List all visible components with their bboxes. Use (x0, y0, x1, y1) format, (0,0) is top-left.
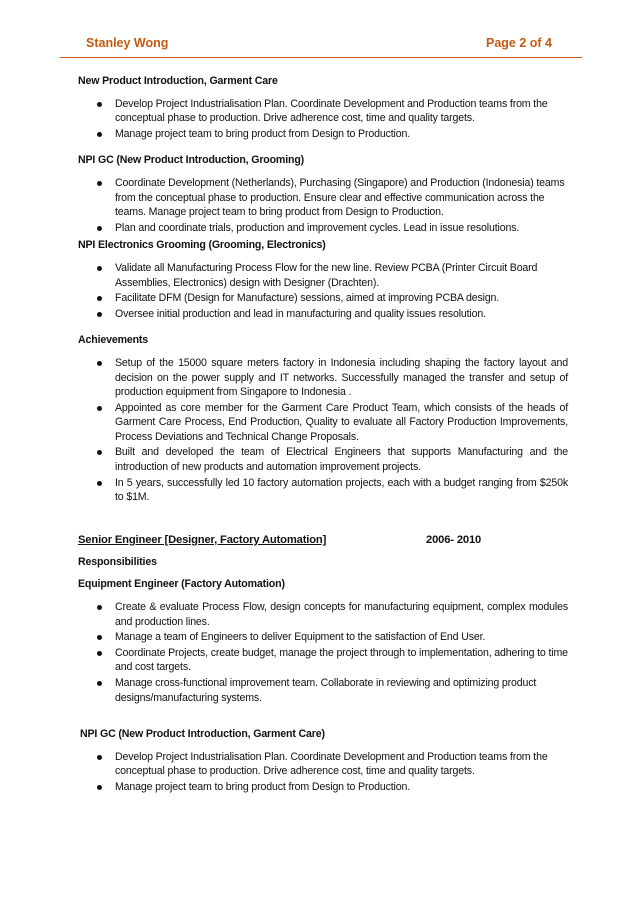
resume-content (78, 74, 568, 796)
header-page-number: Page 2 of 4 (486, 36, 552, 50)
list-item: Built and developed the team of Electrical Engineers that supports Manufacturing and the introduction of new products and automation improvement projects. (78, 445, 568, 474)
list-item: Oversee initial production and lead in manufacturing and quality issues resolution. (78, 307, 568, 322)
npi-garment-care-list (78, 97, 568, 142)
npi-grooming-list (78, 176, 568, 235)
section-heading-achievements: Achievements (78, 334, 149, 347)
section-heading-npi-garment-care-2: NPI GC (New Product Introduction, Garment Care) (80, 728, 325, 741)
section-heading-npi-garment-care: New Product Introduction, Garment Care (78, 75, 278, 87)
section-heading-equipment-engineer: Equipment Engineer (Factory Automation) (78, 578, 285, 591)
npi-electronics-list (78, 261, 568, 321)
list-item: Appointed as core member for the Garment Care Product Team, which consists of the heads of Garment Care Process, End Production, Quality to evaluate all Factory Production Improvements, Process Deviations and Technical Change Proposals. (78, 401, 568, 445)
list-item: Plan and coordinate trials, production and improvement cycles. Lead in issue resolutions. (78, 221, 568, 236)
npi-garment-care-2-list (78, 750, 568, 795)
list-item: Manage a team of Engineers to deliver Equipment to the satisfaction of End User. (78, 630, 568, 645)
achievements-list (78, 356, 568, 505)
list-item: Facilitate DFM (Design for Manufacture) sessions, aimed at improving PCBA design. (78, 291, 568, 306)
page-header (86, 36, 552, 56)
header-name: Stanley Wong (86, 36, 169, 50)
section-heading-npi-electronics: NPI Electronics Grooming (Grooming, Electronics) (78, 239, 326, 252)
list-item: Validate all Manufacturing Process Flow for the new line. Review PCBA (Printer Circuit Board Assemblies, Electronics) design with Designer (Drachten). (78, 261, 568, 290)
list-item: Manage cross-functional improvement team. Collaborate in reviewing and optimizing product designs/manufacturing systems. (78, 676, 568, 705)
list-item: Coordinate Projects, create budget, manage the project through to implementation, adhering to time and cost targets. (78, 646, 568, 675)
section-heading-npi-grooming: NPI GC (New Product Introduction, Grooming) (78, 154, 305, 167)
list-item: Setup of the 15000 square meters factory in Indonesia including shaping the factory layout and decision on the power supply and IT networks. Successfully managed the transfer and setup of production equipment from Singapore to Indonesia . (78, 356, 568, 400)
list-item: In 5 years, successfully led 10 factory automation projects, each with a budget ranging from $250k to $1M. (78, 476, 568, 505)
header-divider (60, 57, 582, 58)
list-item: Develop Project Industrialisation Plan. Coordinate Development and Production teams from the conceptual phase to production. Drive adherence cost, time and quality targets. (78, 750, 568, 779)
list-item: Create & evaluate Process Flow, design concepts for manufacturing equipment, complex modules and production lines. (78, 600, 568, 629)
responsibilities-heading: Responsibilities (78, 555, 157, 568)
list-item: Manage project team to bring product from Design to Production. (78, 127, 568, 142)
list-item: Manage project team to bring product from Design to Production. (78, 780, 568, 795)
role-row (78, 533, 568, 549)
role-title: Senior Engineer [Designer, Factory Automation] (78, 533, 327, 546)
equipment-engineer-list (78, 600, 568, 705)
role-period: 2006- 2010 (426, 533, 482, 546)
list-item: Develop Project Industrialisation Plan. Coordinate Development and Production teams from the conceptual phase to production. Drive adherence cost, time and quality targets. (78, 97, 568, 126)
list-item: Coordinate Development (Netherlands), Purchasing (Singapore) and Production (Indonesia) teams from the conceptual phase to production. Ensure clear and effective communication across the teams. Manage project team to bring product from Design to Production. (78, 176, 568, 220)
